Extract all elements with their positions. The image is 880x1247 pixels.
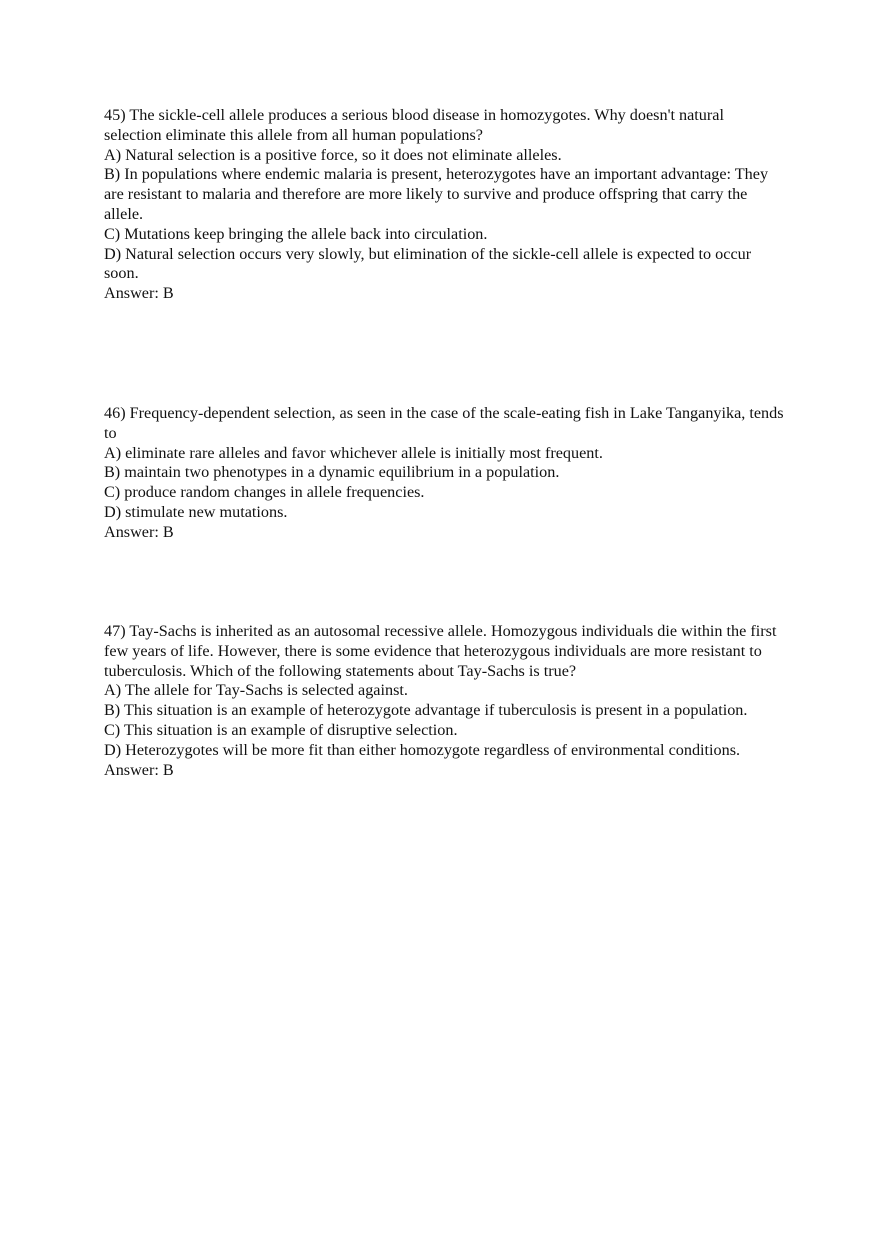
question-stem: 47) Tay-Sachs is inherited as an autosomal recessive allele. Homozygous individuals die within the first few years of life. However, there is some evidence that heterozygous individuals are more resistant to tuberculosis. Which of the following statements about Tay-Sachs is true? (104, 622, 777, 680)
option-d: D) Natural selection occurs very slowly, but elimination of the sickle-cell allele is expected to occur soon. (104, 244, 752, 283)
option-d: D) Heterozygotes will be more fit than either homozygote regardless of environmental conditions. (104, 740, 741, 759)
answer: Answer: B (104, 284, 174, 303)
option-d: D) stimulate new mutations. (104, 502, 288, 521)
question-47 (104, 622, 784, 780)
answer: Answer: B (104, 522, 174, 541)
option-b: B) This situation is an example of heterozygote advantage if tuberculosis is present in a population. (104, 701, 748, 720)
option-b: B) In populations where endemic malaria is present, heterozygotes have an important advantage: They are resistant to malaria and therefore are more likely to survive and produce offspring that carry the allele. (104, 165, 769, 223)
option-a: A) Natural selection is a positive force, so it does not eliminate alleles. (104, 145, 562, 164)
option-b: B) maintain two phenotypes in a dynamic equilibrium in a population. (104, 463, 560, 482)
option-c: C) This situation is an example of disruptive selection. (104, 720, 458, 739)
question-stem: 45) The sickle-cell allele produces a serious blood disease in homozygotes. Why doesn't natural selection eliminate this allele from all human populations? (104, 106, 724, 144)
option-a: A) The allele for Tay-Sachs is selected against. (104, 681, 408, 700)
question-45 (104, 106, 784, 304)
question-stem: 46) Frequency-dependent selection, as seen in the case of the scale-eating fish in Lake Tanganyika, tends to (104, 404, 784, 442)
question-46 (104, 404, 784, 543)
option-a: A) eliminate rare alleles and favor whichever allele is initially most frequent. (104, 443, 603, 462)
option-c: C) Mutations keep bringing the allele back into circulation. (104, 224, 488, 243)
answer: Answer: B (104, 760, 174, 779)
option-c: C) produce random changes in allele frequencies. (104, 483, 425, 502)
